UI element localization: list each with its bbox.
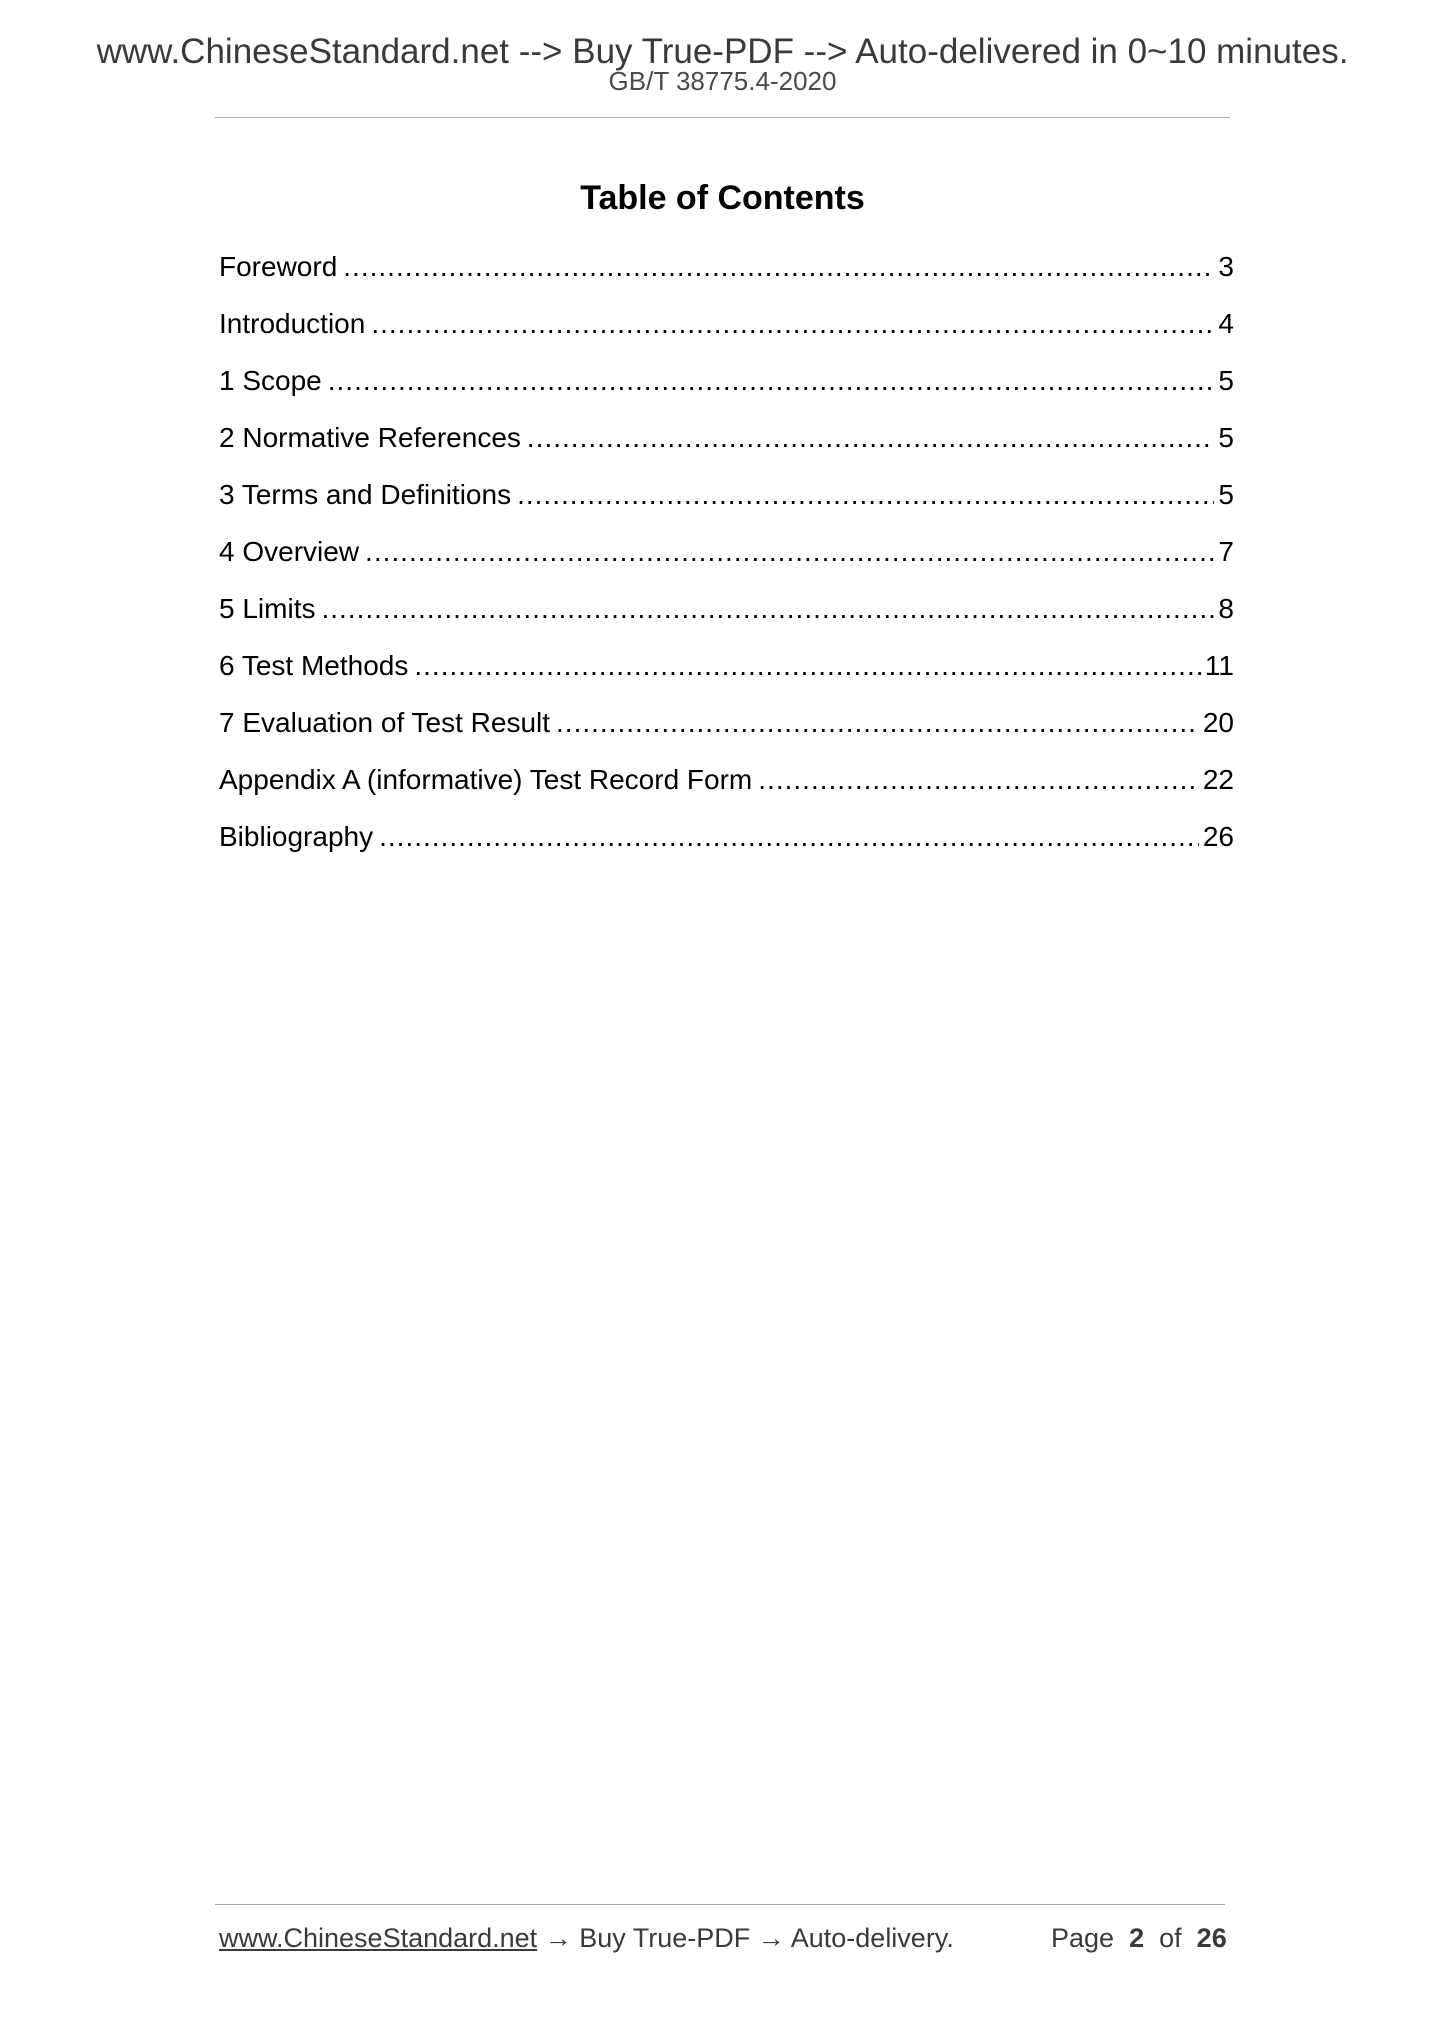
toc-entry-foreword[interactable]	[219, 250, 1234, 307]
toc-leader-dots	[328, 364, 1214, 398]
toc-entry-label: 7 Evaluation of Test Result	[219, 707, 551, 738]
standard-code: GB/T 38775.4-2020	[608, 66, 837, 96]
toc-entry-label: 2 Normative References	[219, 422, 521, 453]
footer-tagline: → Buy True-PDF → Auto-delivery.	[537, 1923, 954, 1953]
toc-entry-label: 5 Limits	[219, 593, 316, 624]
toc-entry-evaluation-of-test-result[interactable]	[219, 706, 1234, 763]
toc-leader-dots	[365, 535, 1214, 569]
toc-entry-limits[interactable]	[219, 592, 1234, 649]
page-word: Page	[1051, 1923, 1115, 1953]
toc-entry-overview[interactable]	[219, 535, 1234, 592]
toc-leader-dots	[414, 649, 1201, 683]
toc-leader-dots	[379, 820, 1199, 854]
footer-divider	[215, 1904, 1225, 1905]
page-number-indicator	[1051, 1925, 1227, 1952]
toc-entry-normative-references[interactable]	[219, 421, 1234, 478]
toc-entry-page: 5	[1218, 479, 1234, 510]
current-page-number: 2	[1129, 1923, 1145, 1953]
toc-leader-dots	[343, 250, 1214, 284]
toc-entry-page: 3	[1218, 251, 1234, 282]
toc-entry-page: 20	[1202, 707, 1234, 738]
toc-leader-dots	[758, 763, 1199, 797]
toc-entry-page: 5	[1218, 365, 1234, 396]
toc-entry-test-methods[interactable]	[219, 649, 1234, 706]
toc-entry-label: Bibliography	[219, 821, 374, 852]
top-banner: www.ChineseStandard.net --> Buy True-PDF --> Auto-delivered in 0~10 minutes.	[96, 32, 1349, 71]
page-footer	[219, 1925, 1225, 1952]
toc-entry-label: 6 Test Methods	[219, 650, 409, 681]
toc-entry-page: 7	[1218, 536, 1234, 567]
toc-leader-dots	[527, 421, 1214, 455]
toc-entry-page: 4	[1218, 308, 1234, 339]
toc-entry-label: 1 Scope	[219, 365, 322, 396]
toc-entry-label: 4 Overview	[219, 536, 360, 567]
toc-entry-page: 26	[1202, 821, 1234, 852]
toc-title: Table of Contents	[580, 179, 865, 217]
total-page-count: 26	[1196, 1923, 1227, 1953]
footer-site-link[interactable]: www.ChineseStandard.net	[219, 1923, 538, 1953]
table-of-contents	[219, 250, 1234, 877]
of-word: of	[1159, 1923, 1182, 1953]
toc-entry-bibliography[interactable]	[219, 820, 1234, 877]
toc-leader-dots	[371, 307, 1214, 341]
toc-entry-scope[interactable]	[219, 364, 1234, 421]
toc-entry-page: 5	[1218, 422, 1234, 453]
toc-entry-introduction[interactable]	[219, 307, 1234, 364]
toc-entry-page: 22	[1202, 764, 1234, 795]
toc-entry-label: 3 Terms and Definitions	[219, 479, 512, 510]
toc-leader-dots	[321, 592, 1214, 626]
toc-leader-dots	[556, 706, 1199, 740]
toc-entry-page: 8	[1218, 593, 1234, 624]
toc-entry-label: Introduction	[219, 308, 366, 339]
toc-entry-appendix-a[interactable]	[219, 763, 1234, 820]
toc-leader-dots	[517, 478, 1214, 512]
toc-entry-page: 11	[1204, 650, 1234, 681]
header-divider	[215, 117, 1230, 118]
toc-entry-label: Foreword	[219, 251, 338, 282]
toc-entry-label: Appendix A (informative) Test Record Form	[219, 764, 753, 795]
toc-entry-terms-and-definitions[interactable]	[219, 478, 1234, 535]
